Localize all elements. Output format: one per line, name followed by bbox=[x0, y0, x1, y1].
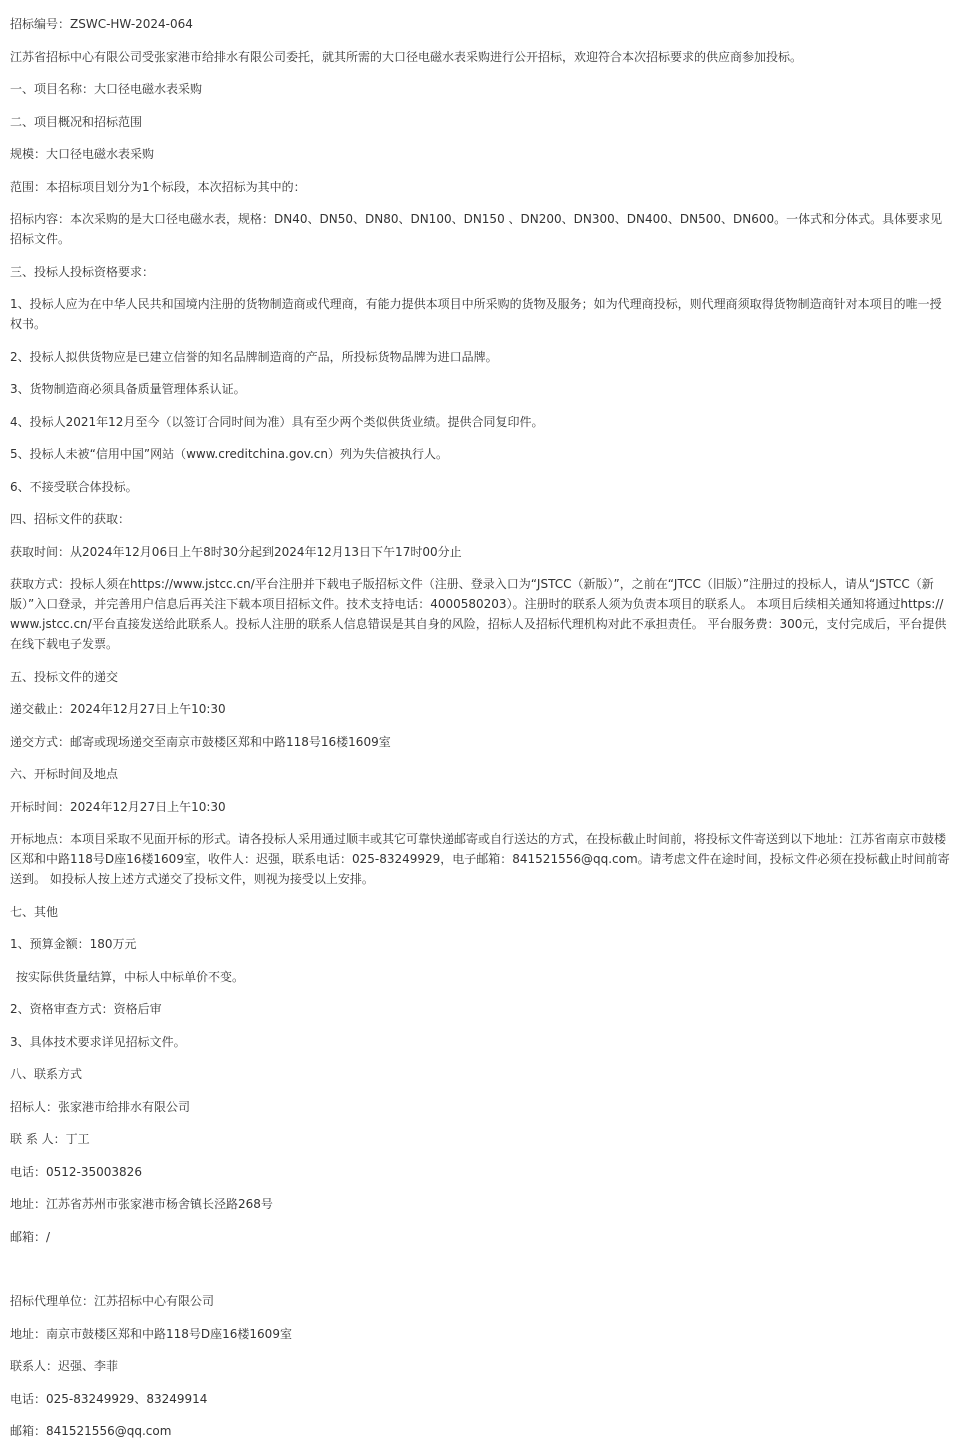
tender-content: 招标内容：本次采购的是大口径电磁水表，规格：DN40、DN50、DN80、DN100、DN150 、DN200、DN300、DN400、DN500、DN600。一体式和分体式。具体要求见招标文件。 bbox=[10, 212, 943, 246]
project-scale: 规模：大口径电磁水表采购 bbox=[10, 147, 155, 161]
tenderer-email: 邮箱：/ bbox=[10, 1229, 51, 1244]
open-time: 开标时间：2024年12月27日上午10:30 bbox=[10, 799, 226, 814]
qualification-review: 2、资格审查方式：资格后审 bbox=[10, 1002, 162, 1016]
requirement-item: 3、货物制造商必须具备质量管理体系认证。 bbox=[10, 382, 246, 396]
requirement-item: 1、投标人应为在中华人民共和国境内注册的货物制造商或代理商，有能力提供本项目中所采购的货物及服务；如为代理商投标，则代理商须取得货物制造商针对本项目的唯一授权书。 bbox=[10, 297, 942, 331]
obtain-time: 获取时间：从2024年12月06日上午8时30分起到2024年12月13日下午17时00分止 bbox=[10, 544, 462, 559]
section-heading-obtain-documents: 四、招标文件的获取： bbox=[10, 512, 131, 526]
intro-paragraph: 江苏省招标中心有限公司受张家港市给排水有限公司委托，就其所需的大口径电磁水表采购进行公开招标，欢迎符合本次招标要求的供应商参加投标。 bbox=[10, 49, 803, 64]
technical-requirements: 3、具体技术要求详见招标文件。 bbox=[10, 1034, 186, 1049]
spacer bbox=[10, 1259, 950, 1291]
requirement-item: 6、不接受联合体投标。 bbox=[10, 479, 138, 494]
budget-amount: 1、预算金额：180万元 bbox=[10, 937, 137, 951]
tenderer-contact: 联 系 人：丁工 bbox=[10, 1132, 90, 1146]
section-heading-submission: 五、投标文件的递交 bbox=[10, 669, 119, 684]
agency-address: 地址：南京市鼓楼区郑和中路118号D座16楼1609室 bbox=[10, 1326, 292, 1341]
section-heading-overview: 二、项目概况和招标范围 bbox=[10, 114, 143, 129]
agency-phone: 电话：025-83249929、83249914 bbox=[10, 1391, 208, 1406]
settlement-note: 按实际供货量结算，中标人中标单价不变。 bbox=[16, 969, 245, 984]
requirement-item: 2、投标人拟供货物应是已建立信誉的知名品牌制造商的产品，所投标货物品牌为进口品牌。 bbox=[10, 349, 498, 364]
agency-email: 邮箱：841521556@qq.com bbox=[10, 1424, 172, 1438]
open-place: 开标地点：本项目采取不见面开标的形式。请各投标人采用通过顺丰或其它可靠快递邮寄或自行送达的方式，在投标截止时间前，将投标文件寄送到以下地址：江苏省南京市鼓楼区郑和中路118号D座16楼1609室，收件人：迟强，联系电话：025-83249929，电子邮箱：841521556@qq.com。请考虑文件在途时间，投标文件必须在投标截止时间前寄送到。 如投标人按上述方式递交了投标文件，则视为接受以上安排。 bbox=[10, 832, 950, 886]
submit-method: 递交方式：邮寄或现场递交至南京市鼓楼区郑和中路118号16楼1609室 bbox=[10, 734, 391, 749]
submit-deadline: 递交截止：2024年12月27日上午10:30 bbox=[10, 702, 226, 716]
requirement-item: 5、投标人未被“信用中国”网站（www.creditchina.gov.cn）列为失信被执行人。 bbox=[10, 447, 448, 461]
section-heading-other: 七、其他 bbox=[10, 904, 59, 919]
tenderer-name: 招标人：张家港市给排水有限公司 bbox=[10, 1099, 191, 1114]
agency-name: 招标代理单位：江苏招标中心有限公司 bbox=[10, 1294, 215, 1308]
section-heading-project-name: 一、项目名称：大口径电磁水表采购 bbox=[10, 82, 203, 96]
announcement-body bbox=[10, 14, 950, 1454]
section-heading-qualifications: 三、投标人投标资格要求： bbox=[10, 264, 155, 279]
requirement-item: 4、投标人2021年12月至今（以签订合同时间为准）具有至少两个类似供货业绩。提供合同复印件。 bbox=[10, 414, 544, 429]
agency-contact: 联系人：迟强、李菲 bbox=[10, 1359, 119, 1373]
tenderer-phone: 电话：0512-35003826 bbox=[10, 1164, 142, 1179]
bid-number: 招标编号：ZSWC-HW-2024-064 bbox=[10, 17, 193, 31]
section-heading-opening: 六、开标时间及地点 bbox=[10, 767, 119, 781]
project-scope: 范围：本招标项目划分为1个标段，本次招标为其中的： bbox=[10, 179, 306, 194]
section-heading-contacts: 八、联系方式 bbox=[10, 1067, 83, 1081]
tenderer-address: 地址：江苏省苏州市张家港市杨舍镇长泾路268号 bbox=[10, 1197, 273, 1211]
obtain-method: 获取方式：投标人须在https://www.jstcc.cn/平台注册并下载电子版招标文件（注册、登录入口为“JSTCC（新版）”，之前在“JTCC（旧版）”注册过的投标人，请从“JSTCC（新版）”入口登录，并完善用户信息后再关注下载本项目招标文件。技术支持电话：4000580203）。注册时的联系人须为负责本项目的联系人。 本项目后续相关通知将通过https://www.jstcc.cn/平台直接发送给此联系人。投标人注册的联系人信息错误是其自身的风险，招标人及招标代理机构对此不承担责任。 平台服务费：300元，支付完成后，平台提供在线下载电子发票。 bbox=[10, 577, 947, 651]
